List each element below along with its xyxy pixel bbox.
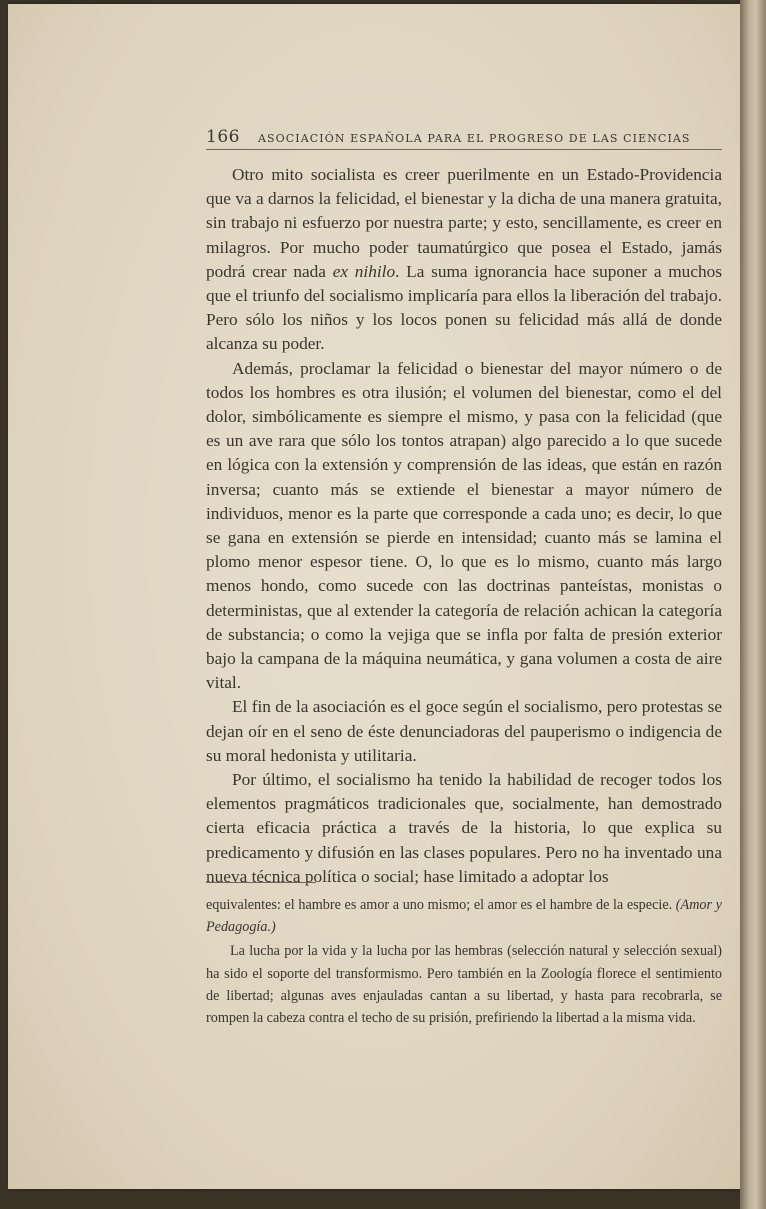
running-head: ASOCIACIÓN ESPAÑOLA PARA EL PROGRESO DE LAS CIENCIAS — [257, 132, 691, 145]
footnotes — [206, 894, 722, 1029]
latin-phrase: ex nihilo — [332, 261, 396, 281]
paragraph-1-part-b: . La suma ignorancia hace suponer a muchos que el triunfo del socialismo implicaría para ellos la liberación del trabajo. Pero sólo los niños y los locos ponen su felicidad más allá de donde alcanza su poder. — [206, 261, 722, 354]
footnote-1-text: equivalentes: el hambre es amor a uno mismo; el amor es el hambre de la especie. — [206, 897, 676, 913]
page-number: 166 — [206, 127, 240, 147]
page-edge — [740, 0, 766, 1209]
header-rule — [206, 149, 722, 150]
paragraph-1 — [206, 163, 722, 357]
paragraph-1-part-a: Otro mito socialista es creer puerilmente en un Estado-Providencia que va a darnos la felicidad, el bienestar y la dicha de una manera gratuita, sin trabajo ni esfuerzo por nuestra parte; y esto, sencillamente, es creer en milagros. Por mucho poder taumatúrgico que posea el Estado, jamás podrá crear nada — [206, 165, 722, 281]
footnote-1-citation: (Amor y Pedagogía.) — [206, 897, 722, 936]
footnote-rule — [206, 882, 316, 883]
footnote-2: La lucha por la vida y la lucha por las hembras (selección natural y selección sexual) ha sido el soporte del transformismo. Pero también en la Zoología florece el sentimiento de libertad; algunas aves enjauladas cantan a su libertad, y hasta para recobrarla, se rompen la cabeza contra el techo de su prisión, prefiriendo la libertad a la misma vida. — [206, 943, 722, 1027]
footnote-1 — [206, 894, 722, 938]
body-text — [206, 163, 722, 889]
paragraph-3: El fin de la asociación es el goce según el socialismo, pero protestas se dejan oír en el seno de éste denunciadoras del pauperismo o indigencia de su moral hedonista y utilitaria. — [206, 697, 722, 765]
page-header — [206, 127, 722, 147]
paragraph-4: Por último, el socialismo ha tenido la habilidad de recoger todos los elementos pragmáticos tradicionales que, socialmente, han demostrado cierta eficacia práctica a través de la historia, lo que explica su predicamento y difusión en las clases populares. Pero no ha inventado una nueva técnica política o social; hase limitado a adoptar los — [206, 770, 722, 886]
paragraph-2: Además, proclamar la felicidad o bienestar del mayor número o de todos los hombres es otra ilusión; el volumen del bienestar, como el del dolor, simbólicamente es siempre el mismo, y pasa con la felicidad (que es un ave rara que sólo los tontos atrapan) algo parecido a lo que sucede en lógica con la extensión y comprensión de las ideas, que están en razón inversa; cuanto más se extiende el bienestar a mayor número de individuos, menor es la parte que corresponde a cada uno; es decir, lo que se gana en extensión se pierde en intensidad; cuanto más se lamina el plomo menor espesor tiene. O, lo que es lo mismo, cuanto más largo menos hondo, como sucede con las doctrinas panteístas, monistas o deterministas, que al extender la categoría de relación achican la categoría de substancia; o como la vejiga que se infla por falta de presión exterior bajo la campana de la máquina neumática, y gana volumen a costa de aire vital. — [206, 358, 722, 693]
